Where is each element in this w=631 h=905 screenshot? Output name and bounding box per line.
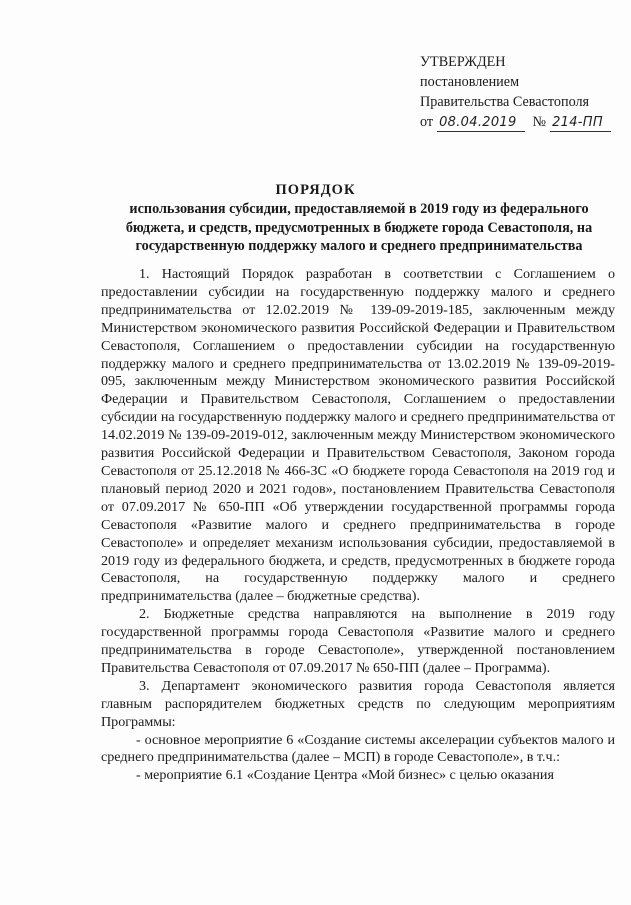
approval-number: 214-ПП (550, 115, 611, 132)
paragraph-item-6: - основное мероприятие 6 «Создание системы акселерации субъектов малого и среднего предпринимательства (далее – МСП) в городе Севастополе», в т.ч.: (101, 731, 615, 766)
document-subtitle: использования субсидии, предоставляемой в 2019 году из федерального бюджета, и средств, предусмотренных в бюджете города Севастополя, на государственную поддержку малого и среднего предпринимательства (125, 201, 593, 254)
paragraph-2: 2. Бюджетные средства направляются на выполнение в 2019 году государственной программы города Севастополя «Развитие малого и среднего предпринимательства в городе Севастополе», утвержденной постановлением Правительства Севастополя от 07.09.2017 № 650-ПП (далее – Программа). (101, 606, 615, 676)
approval-stamp (420, 52, 625, 132)
approval-line-resolution: постановлением (420, 74, 520, 90)
approval-date-line (420, 112, 625, 132)
approval-title: УТВЕРЖДЕН (420, 54, 506, 70)
approval-from-label: от (420, 114, 434, 130)
approval-line-government: Правительства Севастополя (420, 94, 590, 110)
paragraph-item-6-1: - мероприятие 6.1 «Создание Центра «Мой бизнес» с целью оказания (136, 767, 554, 784)
approval-date: 08.04.2019 (437, 115, 524, 132)
paragraph-1: 1. Настоящий Порядок разработан в соответствии с Соглашением о предоставлении субсидии на государственную поддержку малого и среднего предпринимательства от 12.02.2019 № 139-09-2019-185, заключенным между Министерством экономического развития Российской Федерации и Правительством Севастополя, Соглашением о предоставлении субсидии на государственную поддержку малого и среднего предпринимательства от 13.02.2019 № 139-09-2019-095, заключенным между Министерством экономического развития Российской Федерации и Правительством Севастополя, Соглашением о предоставлении субсидии на государственную поддержку малого и среднего предпринимательства от 14.02.2019 № 139-09-2019-012, заключенным между Министерством экономического развития Российской Федерации и Правительством Севастополя, Законом города Севастополя от 25.12.2018 № 466-ЗС «О бюджете города Севастополя на 2019 год и плановый период 2020 и 2021 годов», постановлением Правительства Севастополя от 07.09.2017 № 650-ПП «Об утверждении государственной программы города Севастополя «Развитие малого и среднего предпринимательства в городе Севастополе» и определяет механизм использования субсидии, предоставляемой в 2019 году из федерального бюджета, и средств, предусмотренных в бюджете города Севастополя, на государственную поддержку малого и среднего предпринимательства (далее – бюджетные средства). (101, 266, 615, 605)
approval-number-label: № (532, 114, 547, 130)
document-body (101, 266, 615, 785)
paragraph-3: 3. Департамент экономического развития города Севастополя является главным распорядителем бюджетных средств по следующим мероприятиям Программы: (101, 677, 615, 730)
document-title: ПОРЯДОК (275, 182, 356, 198)
